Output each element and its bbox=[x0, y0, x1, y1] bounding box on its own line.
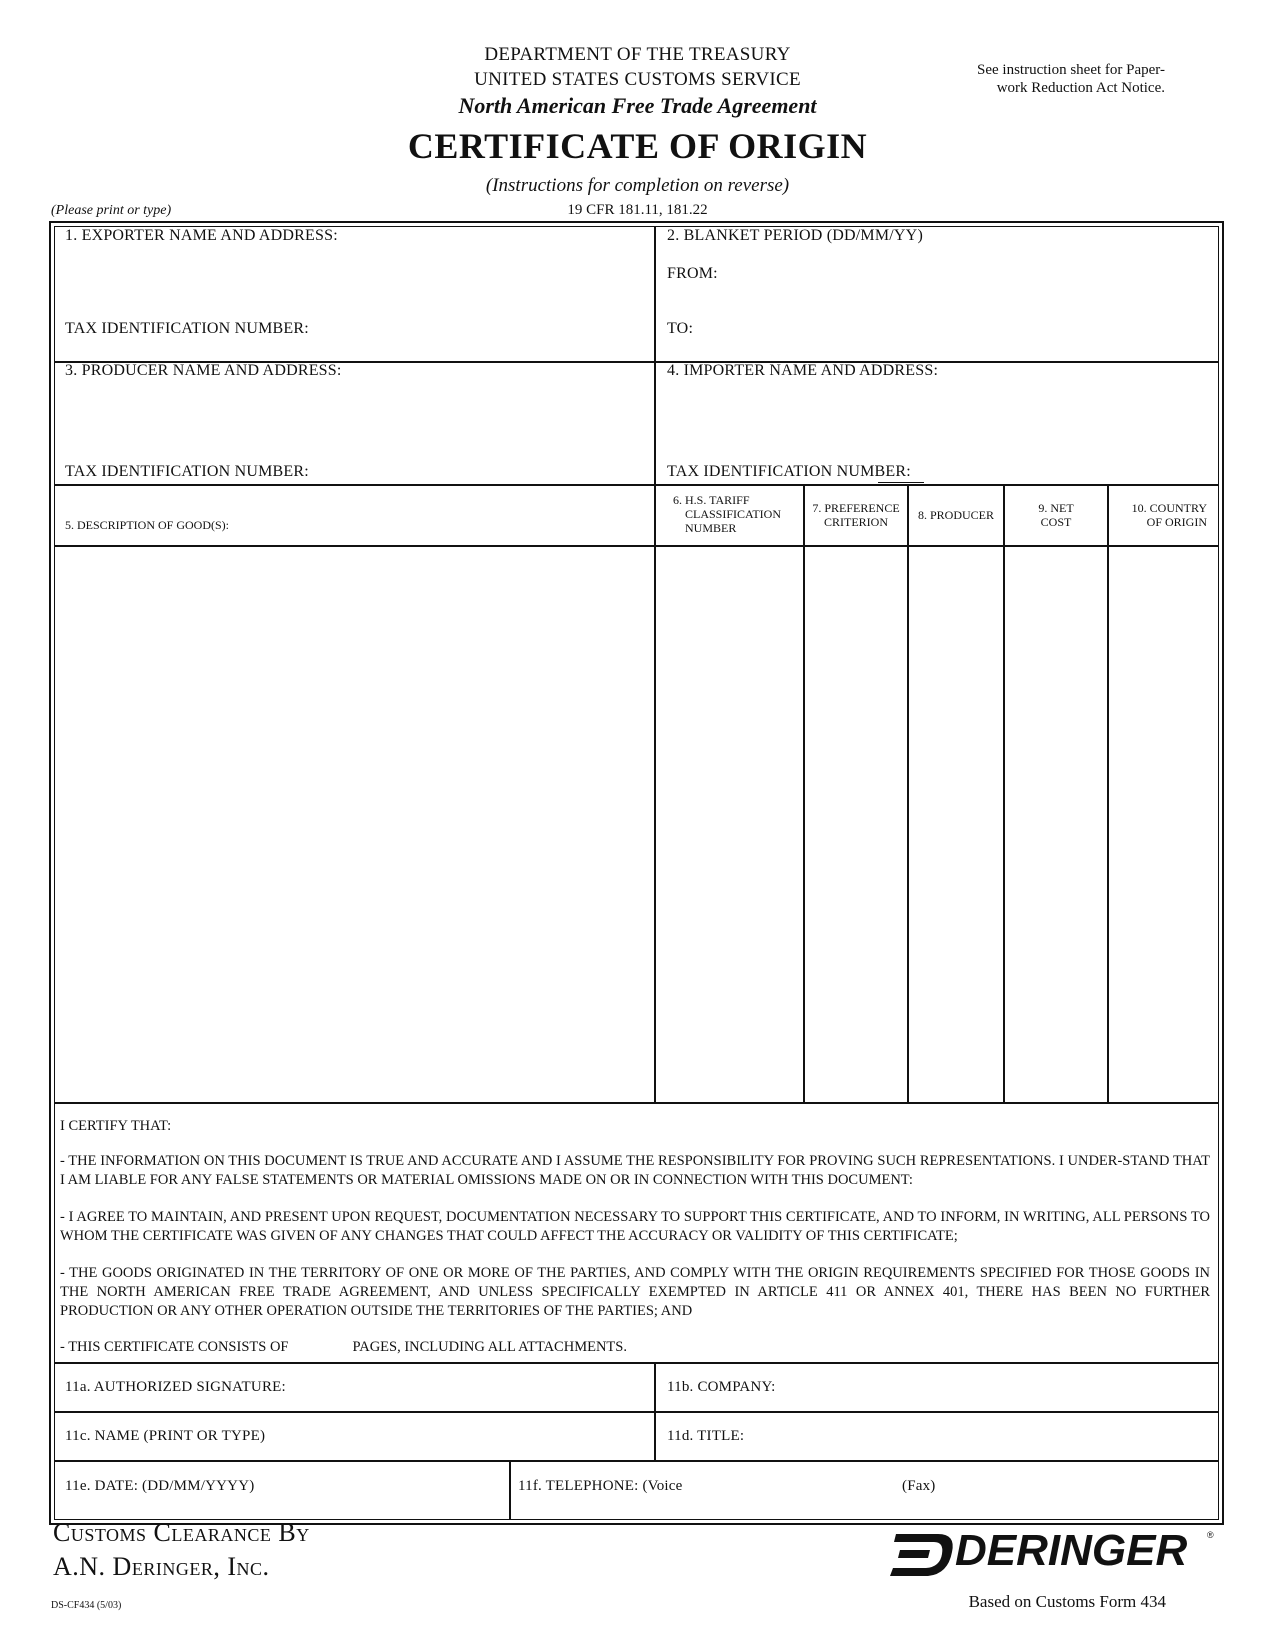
col-net-cost-line-1: 9. NET bbox=[1038, 501, 1074, 515]
registered-mark: ® bbox=[1207, 1530, 1214, 1540]
print-type-note: (Please print or type) bbox=[51, 203, 172, 218]
based-on-form-note: Based on Customs Form 434 bbox=[968, 1592, 1166, 1611]
col-country-line-1: 10. COUNTRY bbox=[1131, 501, 1207, 515]
deringer-brand-text: DERINGER bbox=[955, 1526, 1188, 1575]
signature-date-field[interactable]: 11e. DATE: (DD/MM/YYYY) bbox=[65, 1478, 255, 1494]
agreement-heading: North American Free Trade Agreement bbox=[458, 93, 817, 118]
service-heading: UNITED STATES CUSTOMS SERVICE bbox=[474, 69, 801, 90]
importer-tax-id-field[interactable]: TAX IDENTIFICATION NUMBER: bbox=[667, 463, 911, 480]
cfr-reference: 19 CFR 181.11, 181.22 bbox=[567, 202, 708, 218]
exporter-name-address-field[interactable]: 1. EXPORTER NAME AND ADDRESS: bbox=[65, 227, 338, 244]
importer-tax-id-underline bbox=[878, 482, 924, 483]
divider-col-8 bbox=[907, 484, 909, 1102]
col-country-header bbox=[1109, 501, 1219, 529]
form-title: CERTIFICATE OF ORIGIN bbox=[407, 126, 868, 166]
col-preference-line-2: CRITERION bbox=[824, 515, 888, 529]
pages-statement-end: PAGES, INCLUDING ALL ATTACHMENTS. bbox=[352, 1339, 627, 1355]
blanket-period-label: 2. BLANKET PERIOD (DD/MM/YY) bbox=[667, 227, 923, 244]
producer-cell[interactable] bbox=[910, 548, 1002, 1101]
blanket-from-field[interactable]: FROM: bbox=[667, 265, 718, 282]
divider-signature-row bbox=[54, 1411, 1219, 1413]
certify-paragraph-2: - I AGREE TO MAINTAIN, AND PRESENT UPON REQUEST, DOCUMENTATION NECESSARY TO SUPPORT THIS CERTIFICATE, AND TO INFORM, IN WRITING, ALL PERSONS TO WHOM THE CERTIFICATE WAS GIVEN OF ANY CHANGES THAT COULD AFFECT THE ACCURACY OR VALIDITY OF THIS CERTIFICATE; bbox=[60, 1209, 1210, 1244]
divider-col-7 bbox=[803, 484, 805, 1102]
divider-name-row bbox=[54, 1460, 1219, 1462]
producer-name-address-field[interactable]: 3. PRODUCER NAME AND ADDRESS: bbox=[65, 362, 342, 379]
divider-column-headers bbox=[54, 545, 1219, 547]
divider-date-phone bbox=[509, 1460, 511, 1520]
certify-heading: I CERTIFY THAT: bbox=[60, 1118, 172, 1134]
col-hs-tariff-line-2: CLASSIFICATION bbox=[685, 507, 782, 521]
divider-col-10 bbox=[1107, 484, 1109, 1102]
certify-paragraph-1: - THE INFORMATION ON THIS DOCUMENT IS TRUE AND ACCURATE AND I ASSUME THE RESPONSIBILITY FOR PROVING SUCH REPRESENTATIONS. I UNDER-STAND THAT I AM LIABLE FOR ANY FALSE STATEMENTS OR MATERIAL OMISSIONS MADE ON OR IN CONNECTION WITH THIS DOCUMENT: bbox=[60, 1153, 1210, 1188]
col-preference-line-1: 7. PREFERENCE bbox=[812, 501, 900, 515]
divider-goods-table-bottom bbox=[54, 1102, 1219, 1104]
deringer-inc-line: A.N. Deringer, Inc. bbox=[53, 1552, 270, 1581]
col-description-header: 5. DESCRIPTION OF GOOD(S): bbox=[65, 518, 230, 532]
divider-col-9 bbox=[1003, 484, 1005, 1102]
telephone-fax-field[interactable]: (Fax) bbox=[902, 1478, 936, 1494]
telephone-voice-field[interactable]: 11f. TELEPHONE: (Voice bbox=[518, 1478, 683, 1494]
customs-clearance-line: Customs Clearance By bbox=[53, 1518, 310, 1547]
hs-tariff-cell[interactable] bbox=[657, 548, 802, 1101]
certify-paragraph-4 bbox=[60, 1338, 1210, 1357]
signer-title-field[interactable]: 11d. TITLE: bbox=[667, 1428, 745, 1444]
paperwork-notice bbox=[977, 61, 1165, 97]
divider-center-signature bbox=[654, 1362, 656, 1460]
producer-tax-id-field[interactable]: TAX IDENTIFICATION NUMBER: bbox=[65, 463, 309, 480]
signer-name-field[interactable]: 11c. NAME (PRINT OR TYPE) bbox=[65, 1428, 266, 1444]
pages-statement-start: - THIS CERTIFICATE CONSISTS OF bbox=[60, 1339, 289, 1355]
department-heading: DEPARTMENT OF THE TREASURY bbox=[484, 44, 791, 65]
col-net-cost-line-2: COST bbox=[1040, 515, 1072, 529]
paperwork-notice-line-1: See instruction sheet for Paper- bbox=[977, 62, 1165, 78]
blanket-to-field[interactable]: TO: bbox=[667, 320, 694, 337]
instructions-note: (Instructions for completion on reverse) bbox=[485, 175, 790, 196]
col-hs-tariff-header bbox=[673, 493, 781, 535]
form-code: DS-CF434 (5/03) bbox=[51, 1600, 122, 1611]
certify-paragraph-3: - THE GOODS ORIGINATED IN THE TERRITORY OF ONE OR MORE OF THE PARTIES, AND COMPLY WITH THE ORIGIN REQUIREMENTS SPECIFIED FOR THOSE GOODS IN THE NORTH AMERICAN FREE TRADE AGREEMENT, AND UNLESS SPECIFICALLY EXEMPTED IN ARTICLE 411 OR ANNEX 401, THERE HAS BEEN NO FURTHER PRODUCTION OR ANY OTHER OPERATION OUTSIDE THE TERRITORIES OF THE PARTIES; AND bbox=[60, 1265, 1210, 1319]
col-hs-tariff-line-1: 6. H.S. TARIFF bbox=[673, 493, 750, 507]
preference-criterion-cell[interactable] bbox=[806, 548, 906, 1101]
divider-row-2 bbox=[54, 484, 1219, 486]
authorized-signature-field[interactable]: 11a. AUTHORIZED SIGNATURE: bbox=[65, 1379, 286, 1395]
exporter-tax-id-field[interactable]: TAX IDENTIFICATION NUMBER: bbox=[65, 320, 309, 337]
divider-certify-bottom bbox=[54, 1362, 1219, 1364]
divider-center-top bbox=[654, 226, 656, 1102]
goods-description-cell[interactable] bbox=[56, 548, 653, 1101]
col-producer-header: 8. PRODUCER bbox=[917, 508, 994, 522]
company-field[interactable]: 11b. COMPANY: bbox=[667, 1379, 776, 1395]
col-preference-header bbox=[805, 501, 907, 529]
col-country-line-2: OF ORIGIN bbox=[1146, 515, 1207, 529]
country-of-origin-cell[interactable] bbox=[1110, 548, 1218, 1101]
col-net-cost-header bbox=[1005, 501, 1107, 529]
importer-name-address-field[interactable]: 4. IMPORTER NAME AND ADDRESS: bbox=[667, 362, 939, 379]
paperwork-notice-line-2: work Reduction Act Notice. bbox=[996, 80, 1165, 96]
net-cost-cell[interactable] bbox=[1006, 548, 1106, 1101]
col-hs-tariff-line-3: NUMBER bbox=[685, 521, 737, 535]
